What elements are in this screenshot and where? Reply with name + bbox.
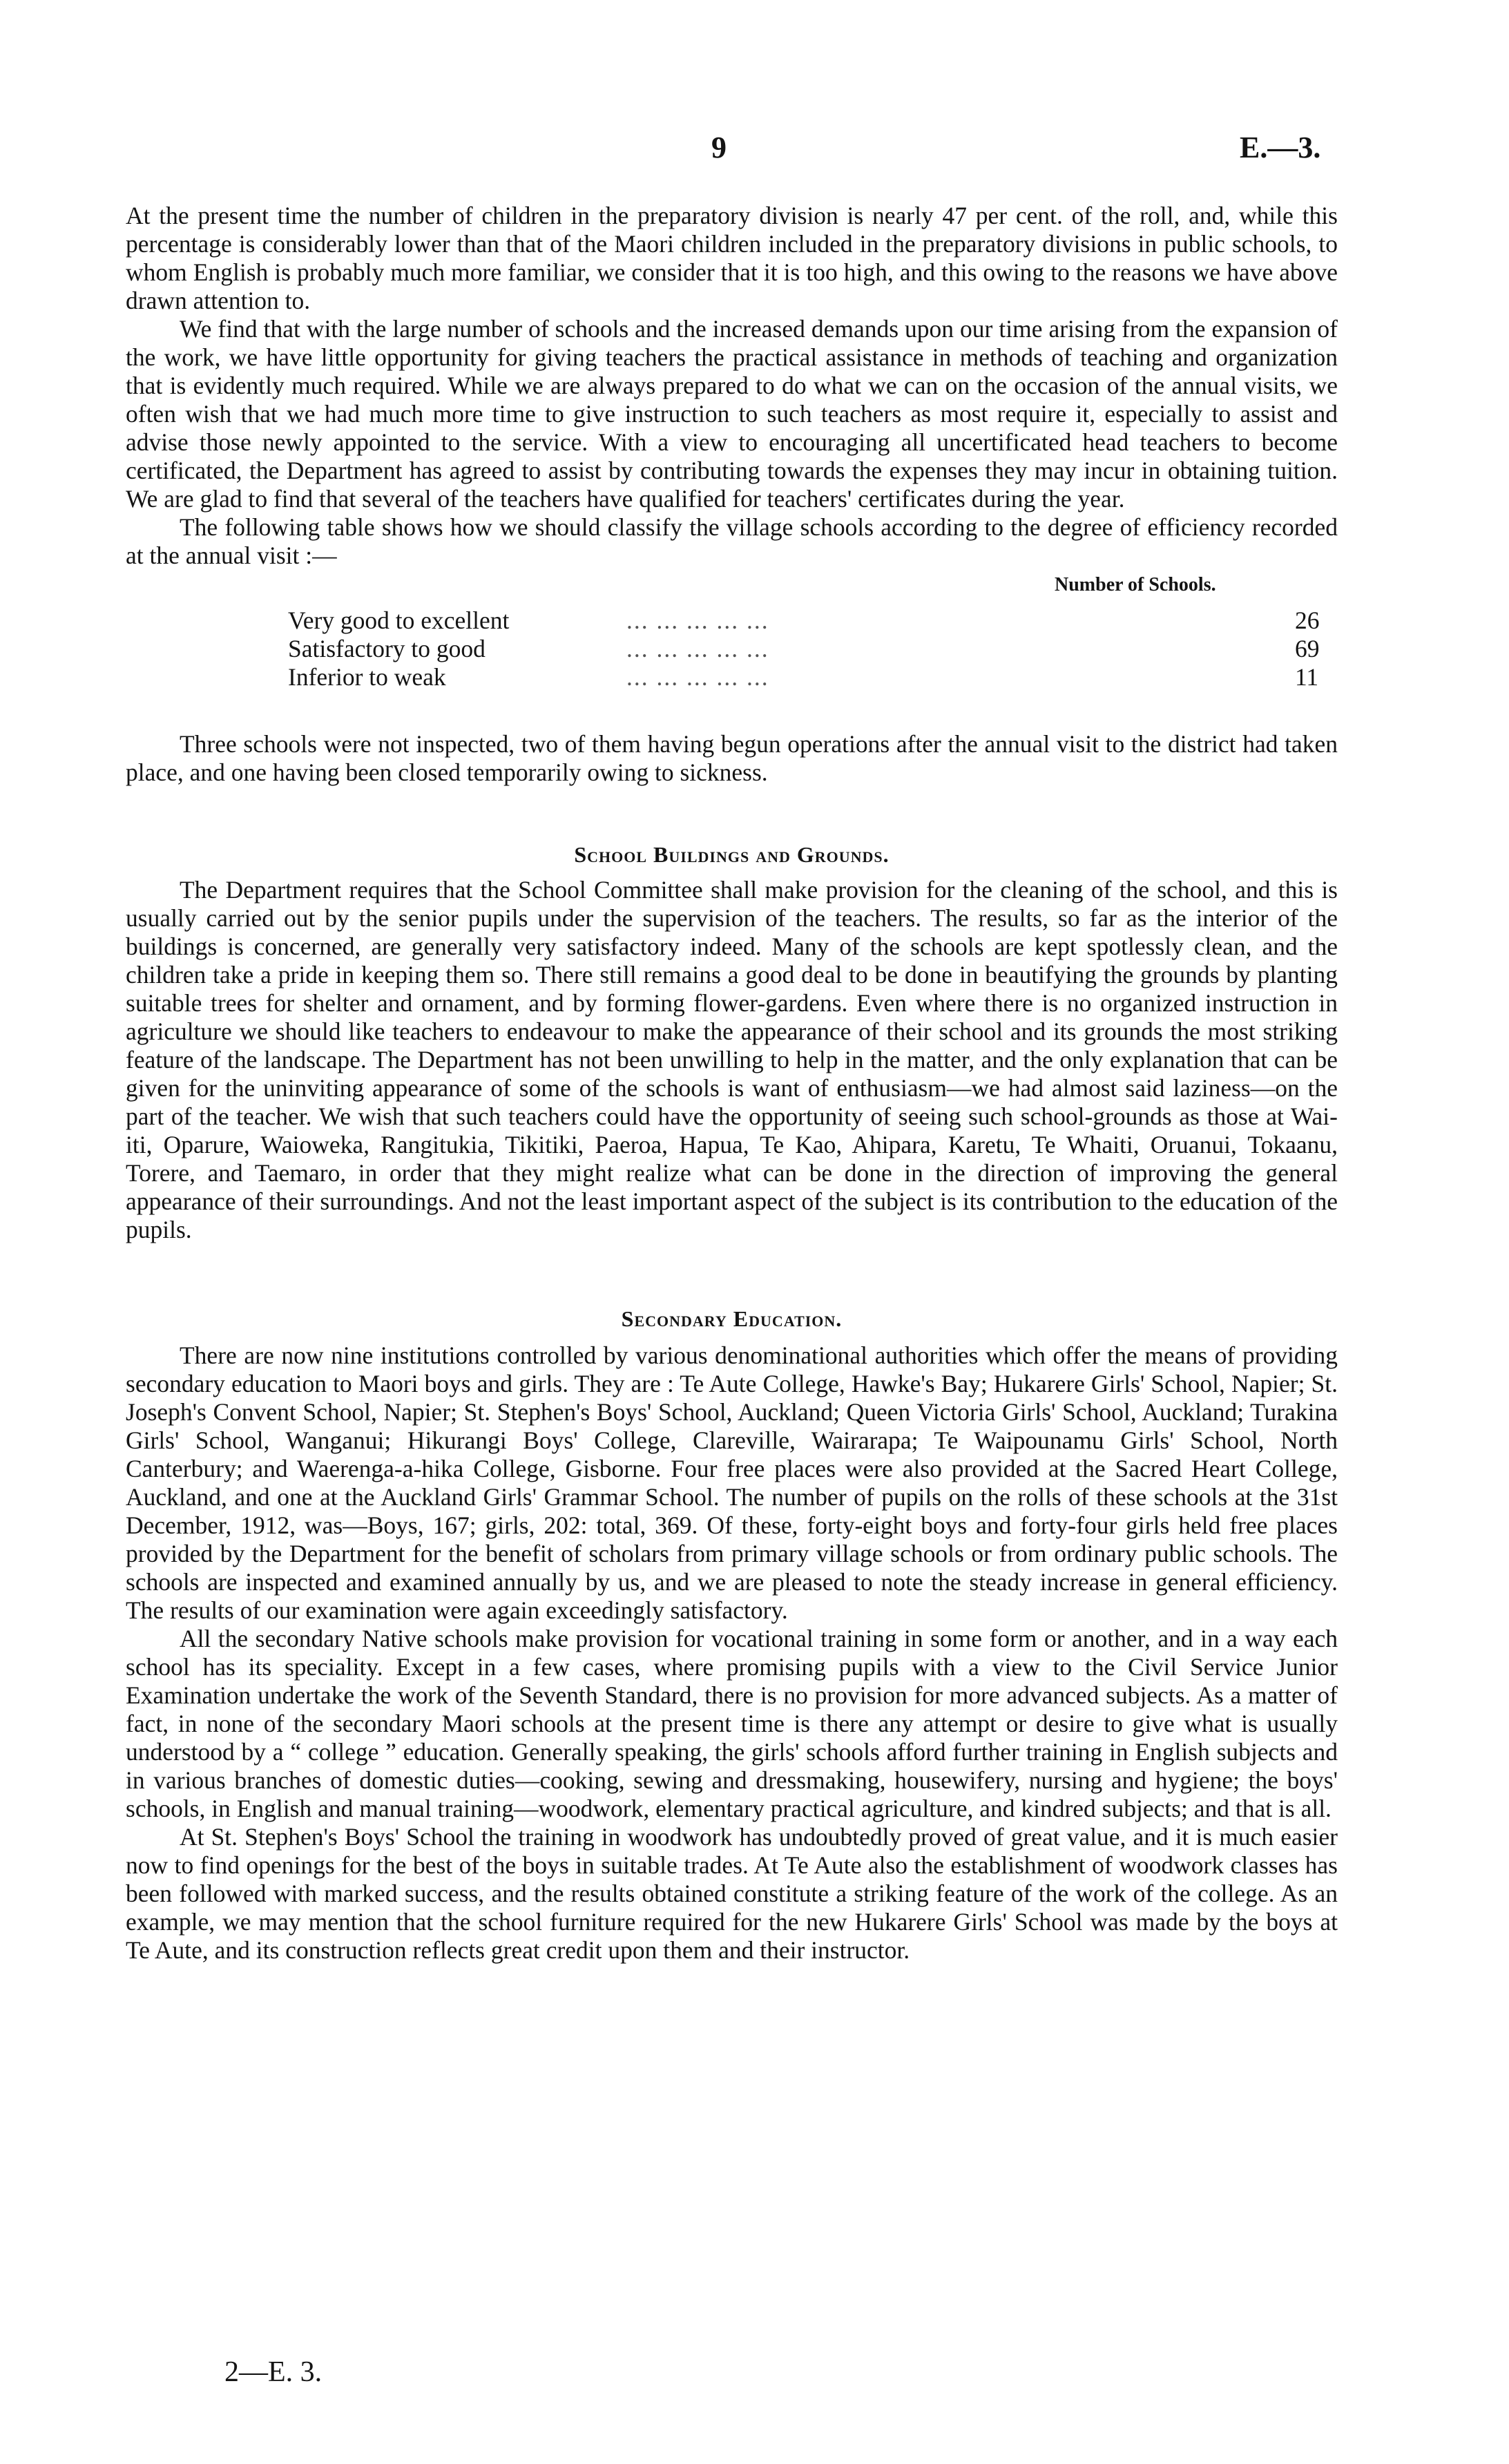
table-row	[288, 606, 1324, 634]
page-number: 9	[711, 131, 727, 164]
row-label: Satisfactory to good	[288, 635, 486, 662]
row-leader-dots: ... ... ... ... ...	[626, 663, 769, 691]
paragraph-woodwork: At St. Stephen's Boys' School the training in woodwork has undoubtedly proved of great value, and it is much easier now to find openings for the best of the boys in suitable trades. At Te Aute also the establishment of woodwork classes has been followed with marked success, and the results obtained constitute a striking feature of the work of the college. As an example, we may mention that the school furniture required for the new Hukarere Girls' School was made by the boys at Te Aute, and its construction reflects great credit upon them and their instructor.	[126, 1823, 1338, 1964]
table-row	[288, 634, 1324, 662]
row-value: 26	[1295, 607, 1320, 634]
table-column-header: Number of Schools.	[1055, 574, 1216, 595]
paragraph-teacher-assistance: We find that with the large number of schools and the increased demands upon our time arising from the expansion of the work, we have little opportunity for giving teachers the practical assistance in methods of teaching and organization that is evidently much required. While we are always prepared to do what we can on the occasion of the annual visits, we often wish that we had much more time to give instruction to such teachers as most require it, especially to assist and advise those newly appointed to the service. With a view to encouraging all uncertificated head teachers to become certificated, the Department has agreed to assist by contributing towards the expenses they may incur in obtaining tuition. We are glad to find that several of the teachers have qualified for teachers' certificates during the year.	[126, 315, 1338, 513]
row-leader-dots: ... ... ... ... ...	[626, 607, 769, 634]
section-heading-secondary: Secondary Education.	[621, 1306, 843, 1331]
row-value: 11	[1295, 663, 1319, 691]
row-label: Inferior to weak	[288, 663, 446, 691]
paragraph-buildings: The Department requires that the School Committee shall make provision for the cleaning of the school, and this is usually carried out by the senior pupils under the supervision of the teachers. The results, so far as the interior of the buildings is concerned, are generally very satisfactory indeed. Many of the schools are kept spotlessly clean, and the children take a pride in keeping them so. There still remains a good deal to be done in beautifying the grounds by planting suitable trees for shelter and ornament, and by forming flower-gardens. Even where there is no organized instruction in agriculture we should like teachers to endeavour to make the appearance of their school and its grounds the most striking feature of the landscape. The Department has not been unwilling to help in the matter, and the only explanation that can be given for the uninviting appearance of some of the schools is want of enthusiasm—we had almost said laziness—on the part of the teacher. We wish that such teachers could have the opportunity of seeing such school-grounds as those at Wai-iti, Oparure, Waioweka, Rangitukia, Tikitiki, Paeroa, Hapua, Te Kao, Ahipara, Karetu, Te Whaiti, Oruanui, Tokaanu, Torere, and Taemaro, in order that they might realize what can be done in the direction of improving the general appearance of their surroundings. And not the least important aspect of the subject is its contribution to the education of the pupils.	[126, 876, 1338, 1243]
paragraph-vocational-training: All the secondary Native schools make provision for vocational training in some form or another, and in a way each school has its speciality. Except in a few cases, where promising pupils with a view to the Civil Service Junior Examination undertake the work of the Seventh Standard, there is no provision for more advanced subjects. As a matter of fact, in none of the secondary Maori schools at the present time is there any attempt or desire to give what is usually understood by a “ college ” education. Generally speaking, the girls' schools afford further training in English subjects and in various branches of domestic duties—cooking, sewing and dressmaking, housewifery, nursing and hygiene; the boys' schools, in English and manual training—woodwork, elementary practical agriculture, and kindred subjects; and that is all.	[126, 1625, 1338, 1822]
row-value: 69	[1295, 635, 1320, 662]
paragraph-table-intro: The following table shows how we should classify the village schools according to the degree of efficiency recorded at the annual visit :—	[126, 513, 1338, 569]
paragraph-preparatory-division: At the present time the number of children in the preparatory division is nearly 47 per cent. of the roll, and, while this percentage is considerably lower than that of the Maori children included in the preparatory divisions in public schools, to whom English is probably much more familiar, we consider that it is too high, and this owing to the reasons we have above drawn attention to.	[126, 202, 1338, 314]
document-reference: E.—3.	[1240, 131, 1321, 164]
page-content	[126, 202, 1338, 1965]
efficiency-table	[126, 570, 1338, 730]
paragraph-secondary-institutions: There are now nine institutions controlled by various denominational authorities which offer the means of providing secondary education to Maori boys and girls. They are : Te Aute College, Hawke's Bay; Hukarere Girls' School, Napier; St. Joseph's Convent School, Napier; St. Stephen's Boys' School, Auckland; Queen Victoria Girls' School, Auckland; Turakina Girls' School, Wanganui; Hikurangi Boys' College, Clareville, Wairarapa; Te Waipounamu Girls' School, North Canterbury; and Waerenga-a-hika College, Gisborne. Four free places were also provided at the Sacred Heart College, Auckland, and one at the Auckland Girls' Grammar School. The number of pupils on the rolls of these schools at the 31st December, 1912, was—Boys, 167; girls, 202: total, 369. Of these, forty-eight boys and forty-four girls held free places provided by the Department for the benefit of scholars from primary village schools or from ordinary public schools. The schools are inspected and examined annually by us, and we are pleased to note the steady increase in general efficiency. The results of our examination were again exceedingly satisfactory.	[126, 1341, 1338, 1624]
row-leader-dots: ... ... ... ... ...	[626, 635, 769, 662]
section-heading-buildings: School Buildings and Grounds.	[574, 842, 890, 867]
row-label: Very good to excellent	[288, 607, 510, 634]
paragraph-not-inspected: Three schools were not inspected, two of them having begun operations after the annual visit to the district had taken place, and one having been closed temporarily owing to sickness.	[126, 730, 1338, 786]
footer-signature: 2—E. 3.	[224, 2356, 323, 2388]
table-row	[288, 662, 1324, 691]
